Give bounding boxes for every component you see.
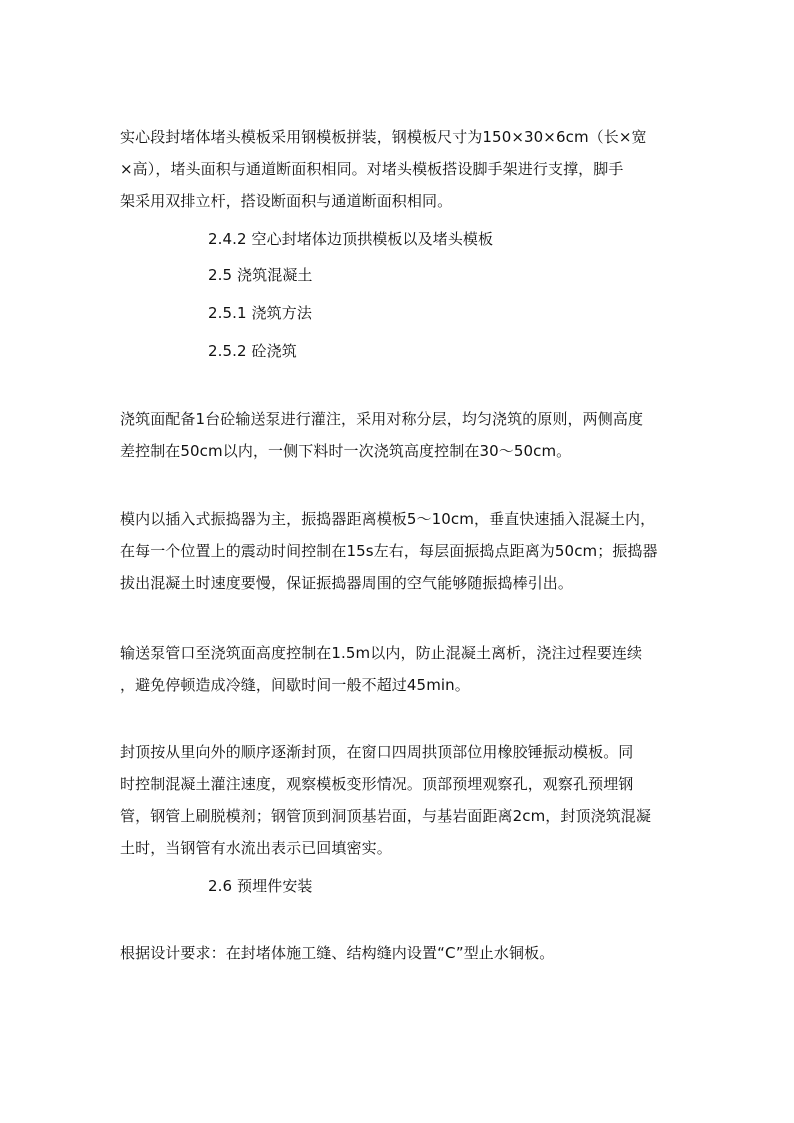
paragraph-3-line-2: 在每一个位置上的震动时间控制在15s左右，每层面振捣点距离为50cm；振捣器 — [120, 542, 658, 560]
paragraph-1-line-3: 架采用双排立杆，搭设断面积与通道断面积相同。 — [120, 192, 453, 210]
paragraph-6-line-1: 根据设计要求：在封堵体施工缝、结构缝内设置“C”型止水铜板。 — [120, 944, 555, 962]
paragraph-5-line-3: 管，钢管上刷脱模剂；钢管顶到洞顶基岩面，与基岩面距离2cm，封顶浇筑混凝 — [120, 807, 652, 825]
paragraph-3-line-3: 拔出混凝土时速度要慢，保证振捣器周围的空气能够随振捣棒引出。 — [120, 574, 574, 592]
heading-2-6: 2.6 预埋件安装 — [208, 877, 313, 895]
paragraph-5-line-4: 土时，当钢管有水流出表示已回填密实。 — [120, 839, 392, 857]
paragraph-2-line-1: 浇筑面配备1台砼输送泵进行灌注，采用对称分层，均匀浇筑的原则，两侧高度 — [120, 410, 644, 428]
paragraph-1-line-2: ×高），堵头面积与通道断面积相同。对堵头模板搭设脚手架进行支撑，脚手 — [120, 160, 624, 178]
heading-2-5-2: 2.5.2 砼浇筑 — [208, 342, 297, 360]
paragraph-4-line-2: ，避免停顿造成冷缝，间歇时间一般不超过45min。 — [120, 676, 470, 694]
paragraph-3-line-1: 模内以插入式振捣器为主，振捣器距离模板5～10cm，垂直快速插入混凝土内， — [120, 510, 656, 528]
heading-2-5: 2.5 浇筑混凝土 — [208, 266, 313, 284]
paragraph-2-line-2: 差控制在50cm以内，一侧下料时一次浇筑高度控制在30～50cm。 — [120, 442, 572, 460]
paragraph-5-line-2: 时控制混凝土灌注速度，观察模板变形情况。顶部预埋观察孔，观察孔预埋钢 — [120, 775, 634, 793]
heading-2-5-1: 2.5.1 浇筑方法 — [208, 304, 312, 322]
paragraph-1-line-1: 实心段封堵体堵头模板采用钢模板拼装，钢模板尺寸为150×30×6cm（长×宽 — [120, 128, 647, 146]
paragraph-5-line-1: 封顶按从里向外的顺序逐渐封顶，在窗口四周拱顶部位用橡胶锤振动模板。同 — [120, 743, 634, 761]
paragraph-4-line-1: 输送泵管口至浇筑面高度控制在1.5m以内，防止混凝土离析，浇注过程要连续 — [120, 644, 643, 662]
heading-2-4-2: 2.4.2 空心封堵体边顶拱模板以及堵头模板 — [208, 230, 494, 248]
